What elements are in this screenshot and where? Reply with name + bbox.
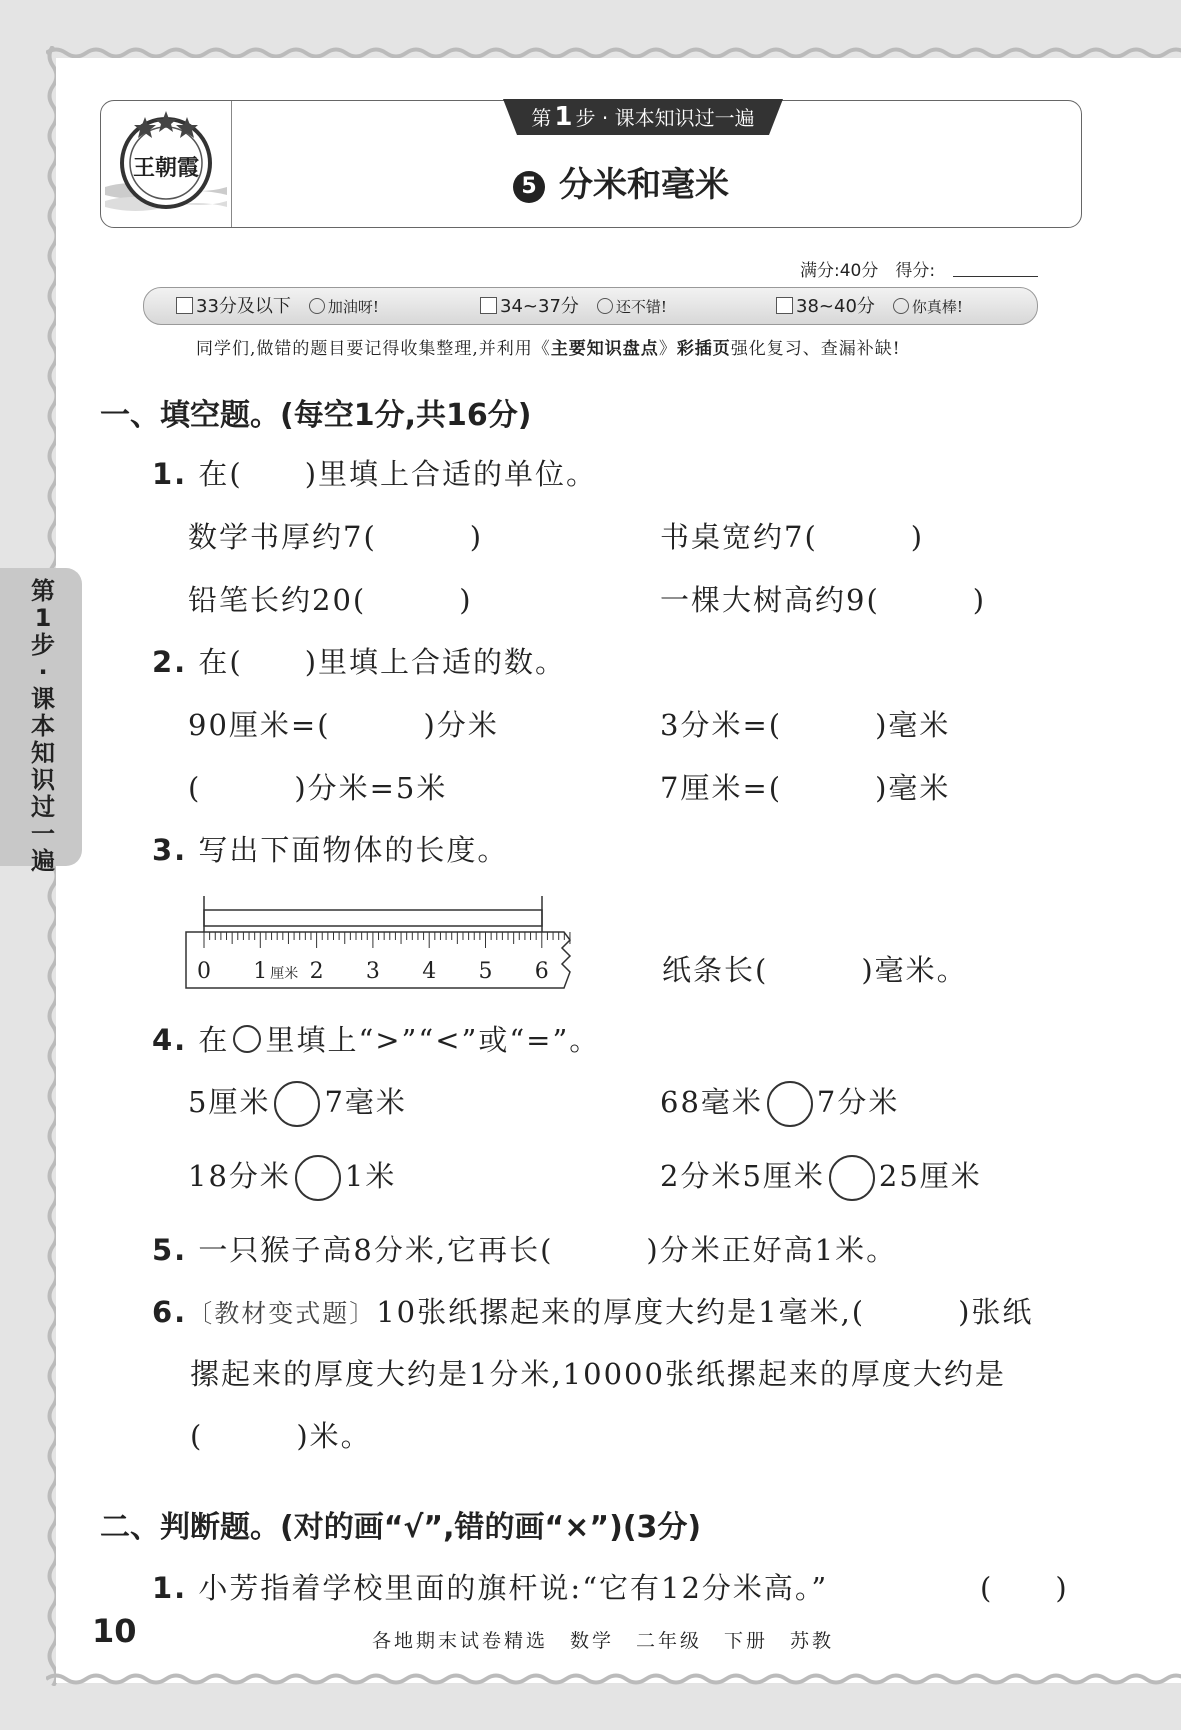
score-levels-bar <box>143 287 1038 325</box>
question-5[interactable]: 5. 一只猴子高8分米,它再长( )分米正好高1米。 <box>152 1233 898 1267</box>
decorative-wave-bottom <box>46 1672 1181 1686</box>
score-got-label: 得分: <box>895 261 936 281</box>
q1-item-2[interactable]: 书桌宽约7( ) <box>660 520 925 554</box>
q2-item-3[interactable]: ( )分米=5米 <box>188 771 448 805</box>
ruler-tick-label: 5 <box>478 959 493 984</box>
side-tab-text: 第1步·课本知识过一遍 <box>31 577 55 875</box>
section-1-title: 一、填空题。(每空1分,共16分) <box>100 398 532 433</box>
full-score-label: 满分:40分 得分: <box>800 261 936 281</box>
ruler-tick-label: 1 <box>253 959 268 984</box>
lesson-title <box>513 157 729 206</box>
q2-item-1[interactable]: 90厘米=( )分米 <box>188 708 499 742</box>
textbook-variant-tag: 〔教材变式题〕 <box>187 1299 377 1328</box>
score-level-2: 34~37分 还不错! <box>480 292 667 318</box>
question-6-line-3[interactable]: ( )米。 <box>190 1419 372 1453</box>
compare-circle[interactable] <box>767 1081 813 1127</box>
paper-strip <box>204 910 542 926</box>
lesson-header <box>100 100 1082 228</box>
ruler-tick-label: 6 <box>534 959 549 984</box>
q4-item-2: 68毫米 7分米 <box>660 1080 899 1127</box>
q4-item-1: 5厘米 7毫米 <box>188 1080 407 1127</box>
question-2: 2. 在( )里填上合适的数。 <box>152 645 567 679</box>
lesson-title-text: 分米和毫米 <box>559 165 729 205</box>
logo-seal-icon <box>101 101 231 227</box>
checkbox-icon[interactable] <box>176 297 193 314</box>
question-1: 1. 在( )里填上合适的单位。 <box>152 457 598 491</box>
face-icon <box>309 298 325 314</box>
q1-item-1[interactable]: 数学书厚约7( ) <box>188 520 484 554</box>
checkbox-icon[interactable] <box>480 297 497 314</box>
compare-circle[interactable] <box>295 1155 341 1201</box>
side-tab <box>0 568 82 875</box>
ruler-tick-label: 4 <box>422 959 437 984</box>
ruler-tick-label: 3 <box>365 959 380 984</box>
q3-answer[interactable]: 纸条长( )毫米。 <box>662 953 968 987</box>
logo-wordmark: 王朝霞 <box>132 155 200 181</box>
q4-item-4: 2分米5厘米 25厘米 <box>660 1154 982 1201</box>
q2-item-4[interactable]: 7厘米=( )毫米 <box>660 771 951 805</box>
section-2-title: 二、判断题。(对的画“√”,错的画“×”)(3分) <box>100 1510 702 1545</box>
checkbox-icon[interactable] <box>776 297 793 314</box>
ruler-figure <box>184 892 574 992</box>
study-tip: 同学们,做错的题目要记得收集整理,并利用《主要知识盘点》彩插页强化复习、查漏补缺! <box>196 339 901 359</box>
step-banner <box>493 99 793 135</box>
score-level-3: 38~40分 你真棒! <box>776 292 963 318</box>
q1-item-3[interactable]: 铅笔长约20( ) <box>188 583 473 617</box>
lesson-number-badge: 5 <box>513 171 545 203</box>
compare-circle[interactable] <box>274 1081 320 1127</box>
circle-icon <box>233 1025 261 1053</box>
compare-circle[interactable] <box>829 1155 875 1201</box>
score-level-1: 33分及以下 加油呀! <box>176 292 379 318</box>
question-4: 4. 在 里填上“>”“<”或“=”。 <box>152 1023 601 1057</box>
q2-item-2[interactable]: 3分米=( )毫米 <box>660 708 951 742</box>
face-icon <box>893 298 909 314</box>
footer-text: 各地期末试卷精选 数学 二年级 下册 苏教 <box>372 1630 835 1652</box>
logo <box>101 101 232 227</box>
judge-question-1: 1. 小芳指着学校里面的旗杆说:“它有12分米高。” <box>152 1571 829 1605</box>
question-3: 3. 写出下面物体的长度。 <box>152 833 509 867</box>
judge-answer-paren[interactable]: ( ) <box>980 1571 1069 1605</box>
q1-item-4[interactable]: 一棵大树高约9( ) <box>660 583 987 617</box>
face-icon <box>597 298 613 314</box>
ruler-tick-label: 0 <box>197 959 211 984</box>
ruler-tick-label: 2 <box>309 959 324 984</box>
score-blank[interactable] <box>953 276 1038 277</box>
ruler-unit-label: 厘米 <box>270 966 299 982</box>
q4-item-3: 18分米 1米 <box>188 1154 396 1201</box>
page-number: 10 <box>92 1612 137 1650</box>
svg-text:第1步 · 课本知识过一遍: 第 1 步 · 课本知识过一遍 <box>531 102 755 132</box>
question-6[interactable]: 6.〔教材变式题〕10张纸摞起来的厚度大约是1毫米,( )张纸 <box>152 1295 1034 1329</box>
question-6-line-2[interactable]: 摞起来的厚度大约是1分米,10000张纸摞起来的厚度大约是 <box>190 1357 1006 1391</box>
